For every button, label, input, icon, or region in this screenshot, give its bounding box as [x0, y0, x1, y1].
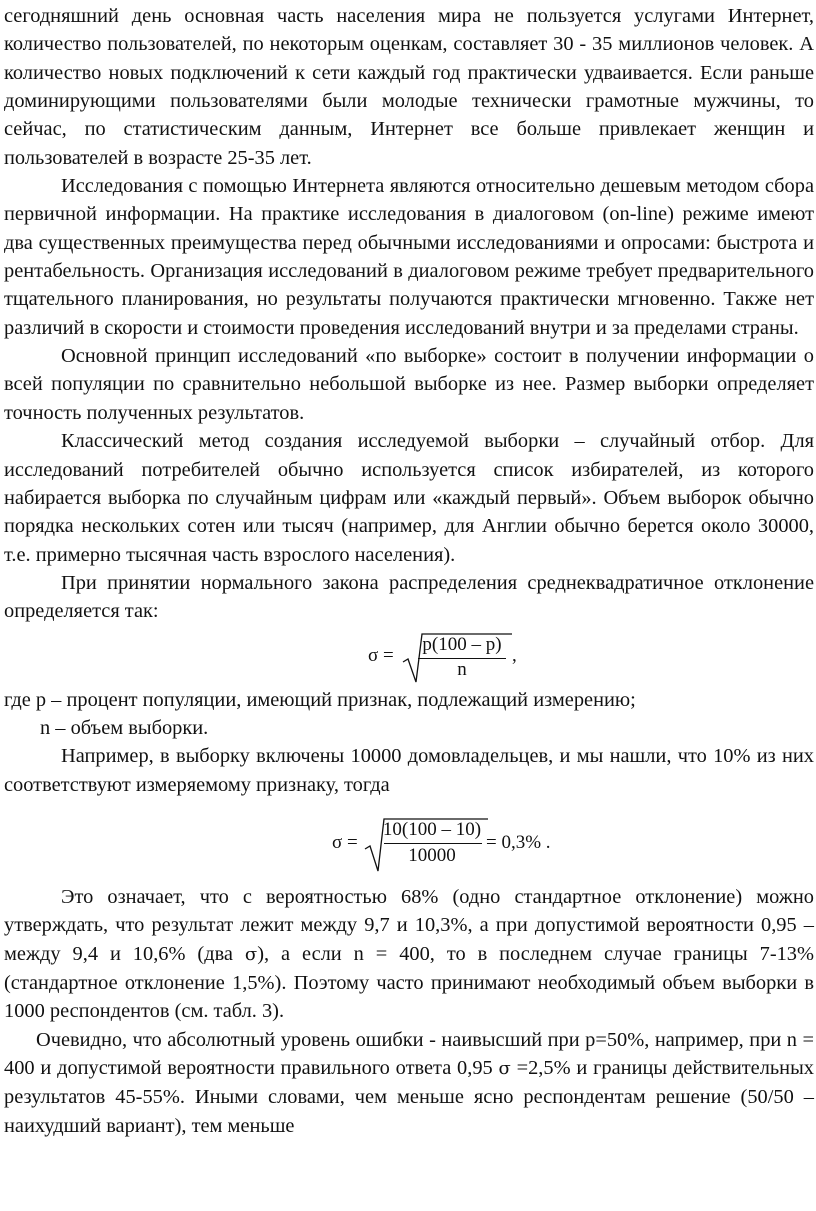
formula-lhs: σ =	[368, 644, 394, 666]
formula-sigma-example	[4, 799, 814, 883]
formula-sigma-general	[4, 626, 814, 686]
document-page	[0, 2, 816, 1140]
paragraph-p-definition: где p – процент популяции, имеющий признак, подлежащий измерению;	[4, 688, 636, 711]
paragraph-normal-distribution: При принятии нормального закона распределения среднеквадратичное отклонение определяется так:	[4, 571, 814, 623]
paragraph-n-definition: n – объем выборки.	[40, 716, 209, 739]
paragraph-absolute-error: Очевидно, что абсолютный уровень ошибки - наивысший при p=50%, например, при n = 400 и допустимой вероятности правильного ответа 0,95 σ =2,5% и границы действительных результатов 45-55%. Иными словами, чем меньше ясно респондентам решение (50/50 – наихудший вариант), тем меньше	[4, 1028, 814, 1137]
paragraph-confidence: Это означает, что с вероятностью 68% (одно стандартное отклонение) можно утверждать, что результат лежит между 9,7 и 10,3%, а при допустимой вероятности 0,95 – между 9,4 и 10,6% (два σ), а если n = 400, то в последнем случае границы 7-13% (стандартное отклонение 1,5%). Поэтому часто принимают необходимый объем выборки в 1000 респондентов (см. табл. 3).	[4, 885, 814, 1023]
sigma-symbol: σ	[244, 943, 258, 965]
formula-numerator: p(100 – p)	[422, 633, 502, 655]
paragraph-internet-users: сегодняшний день основная часть населения мира не пользуется услугами Интернет, количество пользователей, по некоторым оценкам, составляет 30 - 35 миллионов человек. А количество новых подключений к сети каждый год практически удваивается. Если раньше доминирующими пользователями были молодые технически грамотные мужчины, то сейчас, по статистическим данным, Интернет все больше привлекает женщин и пользователей в возрасте 25-35 лет.	[4, 5, 814, 169]
fraction-bar	[384, 843, 482, 844]
formula-denominator: n	[457, 658, 467, 680]
formula-lhs: σ =	[332, 831, 358, 853]
paragraph-example: Например, в выборку включены 10000 домовладельцев, и мы нашли, что 10% из них соответствуют измеряемому признаку, тогда	[4, 745, 814, 796]
formula-comma: ,	[512, 644, 517, 666]
formula-result: = 0,3% .	[486, 831, 551, 853]
paragraph-random-selection: Классический метод создания исследуемой выборки – случайный отбор. Для исследований потребителей обычно используется список избирателей, из которого набирается выборка по случайным цифрам или «каждый первый». Объем выборок обычно порядка нескольких сотен или тысяч (например, для Англии обычно берется около 30000, т.е. примерно тысячная часть взрослого населения).	[4, 430, 814, 566]
paragraph-sampling-principle: Основной принцип исследований «по выборке» состоит в получении информации о всей популяции по сравнительно небольшой выборке из нее. Размер выборки определяет точность полученных результатов.	[4, 345, 814, 424]
formula-numerator: 10(100 – 10)	[382, 818, 482, 840]
formula-denominator: 10000	[408, 844, 456, 866]
paragraph-online-research: Исследования с помощью Интернета являются относительно дешевым методом сбора первичной информации. На практике исследования в диалоговом (on-line) режиме имеют два существенных преимущества перед обычными исследованиями и опросами: быстрота и рентабельность. Организация исследований в диалоговом режиме требует предварительного тщательного планирования, но результаты получаются практически мгновенно. Также нет различий в скорости и стоимости проведения исследований внутри и за пределами страны.	[4, 175, 814, 339]
sigma-symbol: σ	[498, 1058, 511, 1079]
